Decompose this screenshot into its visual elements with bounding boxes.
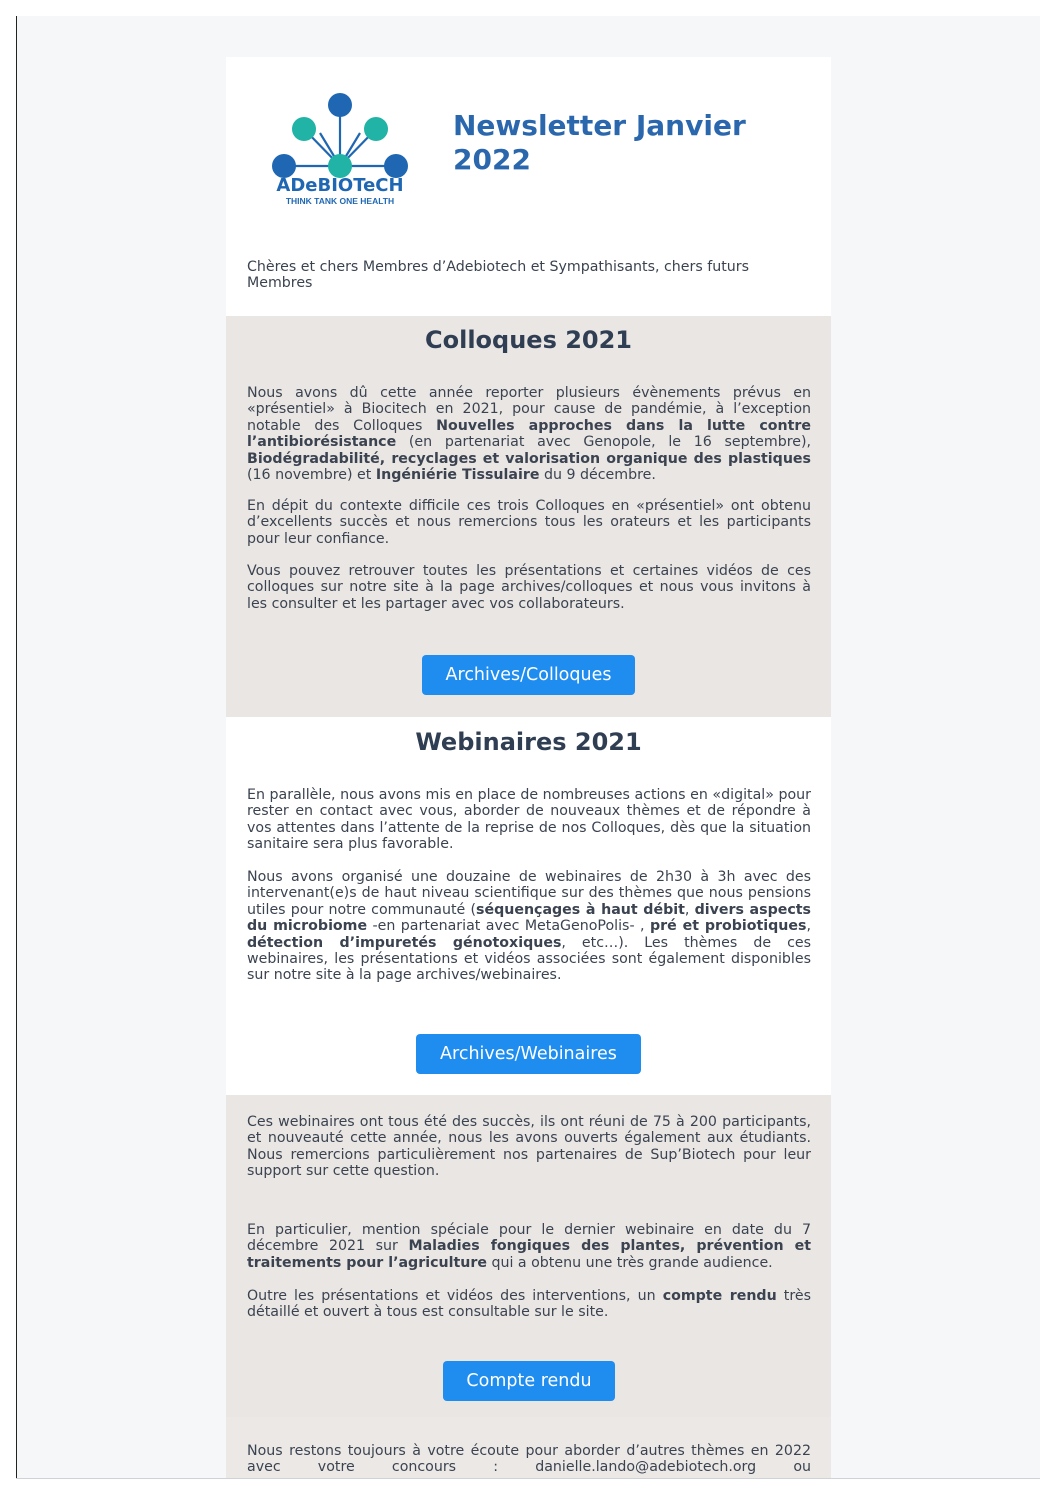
closing-text: Nous restons toujours à votre écoute pour aborder d’autres thèmes en 2022 avec votre concours : danielle.lando@adebiotech.org ou: [247, 1443, 811, 1476]
success-paragraph-1: Ces webinaires ont tous été des succès, ils ont réuni de 75 à 200 participants, et nouveauté cette année, nous les avons ouverts également aux étudiants. Nous remercions particulièrement nos partenaires de Sup’Biotech pour leur support sur cette question.: [247, 1114, 811, 1180]
page-left-border: [16, 16, 17, 1478]
webinaires-paragraph-1: En parallèle, nous avons mis en place de nombreuses actions en «digital» pour rester en contact avec vous, aborder de nouveaux thèmes et de répondre à vos attentes dans l’attente de la reprise de nos Colloques, dès que la situation sanitaire sera plus favorable.: [247, 787, 811, 853]
archives-colloques-button[interactable]: Archives/Colloques: [422, 655, 635, 695]
newsletter-header: [226, 57, 831, 316]
colloques-section: [226, 316, 831, 717]
greeting-text: Chères et chers Membres d’Adebiotech et Sympathisants, chers futurs Membres: [247, 259, 749, 292]
closing-section: [226, 1417, 831, 1478]
success-paragraph-3: Outre les présentations et vidéos des interventions, un compte rendu très détaillé et ouvert à tous est consultable sur le site.: [247, 1288, 811, 1321]
newsletter-title: Newsletter Janvier 2022: [453, 109, 746, 176]
colloques-paragraph-3: Vous pouvez retrouver toutes les présentations et certaines vidéos de ces colloques sur notre site à la page archives/colloques et nous vous invitons à les consulter et les partager avec vos collaborateurs.: [247, 563, 811, 612]
adebiotech-logo: [260, 73, 420, 209]
webinaires-success-section: [226, 1095, 831, 1417]
compte-rendu-button[interactable]: Compte rendu: [443, 1361, 615, 1401]
success-paragraph-2: En particulier, mention spéciale pour le dernier webinaire en date du 7 décembre 2021 sur Maladies fongiques des plantes, prévention et traitements pour l’agriculture qui a obtenu une très grande audience.: [247, 1222, 811, 1271]
svg-text:ADeBIOTeCH: ADeBIOTeCH: [276, 175, 404, 196]
colloques-paragraph-2: En dépit du contexte difficile ces trois Colloques en «présentiel» ont obtenu d’excellents succès et nous remercions tous les orateurs et les participants pour leur confiance.: [247, 498, 811, 547]
colloques-heading: Colloques 2021: [424, 326, 633, 354]
svg-text:THINK TANK ONE HEALTH: THINK TANK ONE HEALTH: [285, 196, 395, 206]
webinaires-heading: Webinaires 2021: [415, 728, 642, 756]
archives-webinaires-button[interactable]: Archives/Webinaires: [416, 1034, 641, 1074]
webinaires-section: [226, 717, 831, 1095]
newsletter-sheet: [226, 57, 831, 1478]
colloques-paragraph-1: Nous avons dû cette année reporter plusieurs évènements prévus en «présentiel» à Biocitech en 2021, pour cause de pandémie, à l’exception notable des Colloques Nouvelles approches dans la lutte contre l’antibiorésistance (en partenariat avec Genopole, le 16 septembre), Biodégradabilité, recyclages et valorisation organique des plastiques (16 novembre) et Ingéniérie Tissulaire du 9 décembre.: [247, 385, 811, 484]
webinaires-paragraph-2: Nous avons organisé une douzaine de webinaires de 2h30 à 3h avec des intervenant(e)s de haut niveau scientifique sur des thèmes que nous pensions utiles pour notre communauté (séquençages à haut débit, divers aspects du microbiome -en partenariat avec MetaGenoPolis- , pré et probiotiques, détection d’impuretés génotoxiques, etc…). Les thèmes de ces webinaires, les présentations et vidéos associées sont également disponibles sur notre site à la page archives/webinaires.: [247, 869, 811, 984]
page-bottom-border: [16, 1478, 1040, 1479]
